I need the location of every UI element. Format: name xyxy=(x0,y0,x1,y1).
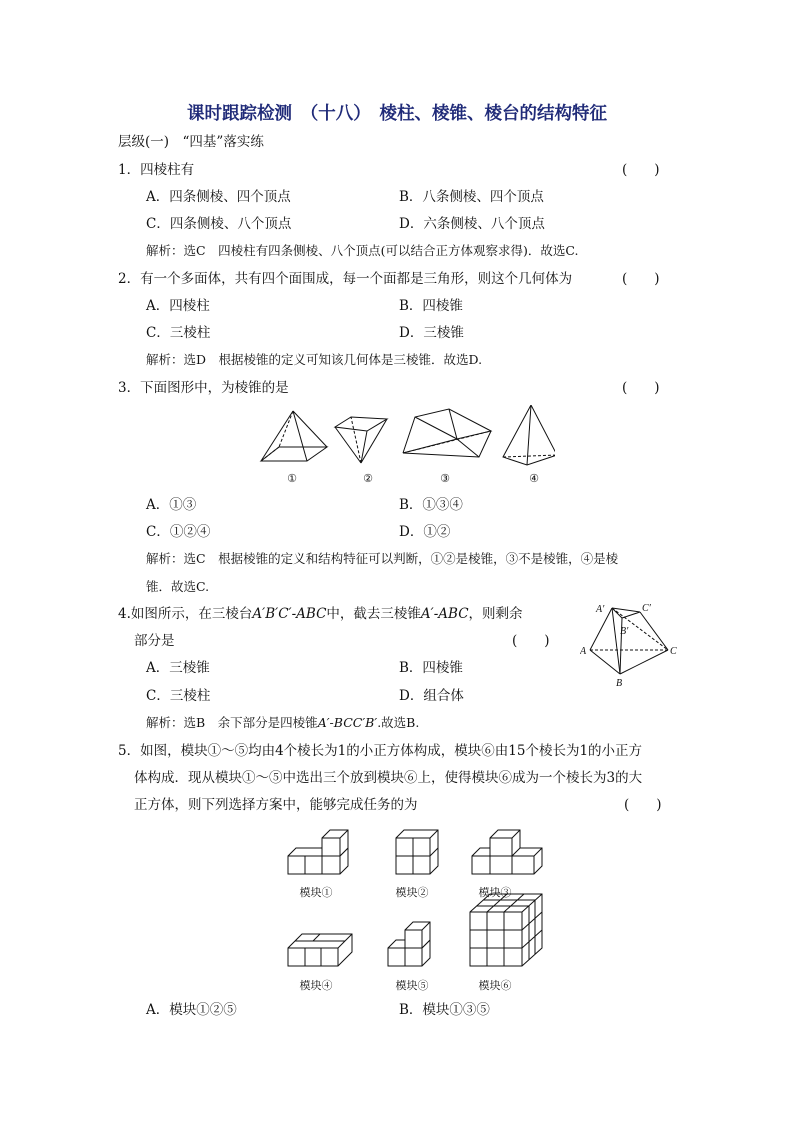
q5-answer-paren: ( ) xyxy=(624,797,662,813)
q3-option-a: A．①③ xyxy=(146,497,197,513)
q1-answer-paren: ( ) xyxy=(622,162,660,178)
q1-option-a: A．四条侧棱、四个顶点 xyxy=(146,189,291,205)
q3-figure-label-4: ④ xyxy=(529,472,539,485)
q1-option-b: B．八条侧棱、四个顶点 xyxy=(399,189,544,205)
q3-stem: 3．下面图形中，为棱锥的是 xyxy=(118,380,289,396)
q3-option-c: C．①②④ xyxy=(146,524,211,540)
q4-option-d: D．组合体 xyxy=(399,688,464,704)
pyramid-figure-2 xyxy=(335,417,387,463)
q2-option-b: B．四棱锥 xyxy=(399,298,463,314)
module-6-caption: 模块⑥ xyxy=(478,979,512,992)
q5-option-a: A．模块①②⑤ xyxy=(146,1002,237,1018)
q1-explanation: 解析：选C 四棱柱有四条侧棱、八个顶点(可以结合正方体观察求得)．故选C. xyxy=(146,243,579,258)
q4-fig-label-c: C xyxy=(670,646,677,657)
q3-figure-label-3: ③ xyxy=(440,472,450,485)
q2-explanation: 解析：选D 根据棱锥的定义可知该几何体是三棱锥．故选D. xyxy=(146,352,483,367)
module-6-figure xyxy=(470,894,542,966)
module-2-caption: 模块② xyxy=(395,886,429,899)
q4-stem-line2: 部分是 xyxy=(134,633,175,649)
q2-option-a: A．四棱柱 xyxy=(146,298,210,314)
q1-option-c: C．四条侧棱、八个顶点 xyxy=(146,216,292,232)
q4-fig-label-c-prime: C′ xyxy=(642,603,651,614)
q3-option-b: B．①③④ xyxy=(399,497,463,513)
q4-option-c: C．三棱柱 xyxy=(146,688,211,704)
page-title: 课时跟踪检测 （十八） 棱柱、棱锥、棱台的结构特征 xyxy=(187,104,607,124)
q4-fig-label-a: A xyxy=(580,646,587,657)
q4-fig-label-a-prime: A′ xyxy=(596,604,605,615)
module-1-caption: 模块① xyxy=(299,886,333,899)
pyramid-figure-4 xyxy=(503,405,555,465)
q3-figures xyxy=(255,405,555,487)
q5-stem-line2: 体构成．现从模块①～⑤中选出三个放到模块⑥上，使得模块⑥成为一个棱长为3的大 xyxy=(134,770,643,786)
q3-figure-label-1: ① xyxy=(287,472,297,485)
q5-option-b: B．模块①③⑤ xyxy=(399,1002,490,1018)
q4-option-b: B．四棱锥 xyxy=(399,660,463,676)
q2-option-d: D．三棱锥 xyxy=(399,325,464,341)
module-5-figure xyxy=(388,922,430,966)
q2-stem: 2．有一个多面体，共有四个面围成，每一个面都是三角形，则这个几何体为 xyxy=(118,271,573,287)
pyramid-figure-1 xyxy=(261,411,327,461)
q2-option-c: C．三棱柱 xyxy=(146,325,211,341)
q4-option-a: A．三棱锥 xyxy=(146,660,210,676)
q3-option-d: D．①② xyxy=(399,524,451,540)
q1-stem: 1．四棱柱有 xyxy=(118,162,195,178)
q2-answer-paren: ( ) xyxy=(622,271,660,287)
module-3-figure xyxy=(472,830,542,874)
solid-figure-3 xyxy=(403,409,491,457)
module-4-caption: 模块④ xyxy=(299,979,333,992)
q3-explanation-line1: 解析：选C 根据棱锥的定义和结构特征可以判断，①②是棱锥，③不是棱锥，④是棱 xyxy=(146,551,619,566)
q3-answer-paren: ( ) xyxy=(622,380,660,396)
q3-explanation-line2: 锥．故选C. xyxy=(146,579,210,594)
q4-frustum-figure xyxy=(580,598,680,688)
module-5-caption: 模块⑤ xyxy=(395,979,429,992)
module-4-figure xyxy=(288,934,352,966)
q5-stem-line3: 正方体，则下列选择方案中，能够完成任务的为 xyxy=(134,797,418,813)
module-1-figure xyxy=(288,830,348,874)
q1-option-d: D．六条侧棱、八个顶点 xyxy=(399,216,545,232)
q4-stem-line1: 4.如图所示，在三棱台A′B′C′-ABC中，截去三棱锥A′-ABC，则剩余 xyxy=(118,606,523,622)
q5-module-figures xyxy=(280,826,560,998)
section-heading: 层级(一) “四基”落实练 xyxy=(118,134,264,150)
q4-explanation: 解析：选B 余下部分是四棱锥A′-BCC′B′.故选B. xyxy=(146,715,420,730)
module-3-caption: 模块③ xyxy=(478,886,512,899)
q4-answer-paren: ( ) xyxy=(512,633,550,649)
q3-figure-label-2: ② xyxy=(363,472,373,485)
q5-stem-line1: 5．如图，模块①～⑤均由4个棱长为1的小正方体构成，模块⑥由15个棱长为1的小正方 xyxy=(118,743,643,759)
q4-fig-label-b: B xyxy=(616,678,623,688)
module-2-figure xyxy=(396,830,438,874)
q4-fig-label-b-prime: B′ xyxy=(620,626,629,637)
